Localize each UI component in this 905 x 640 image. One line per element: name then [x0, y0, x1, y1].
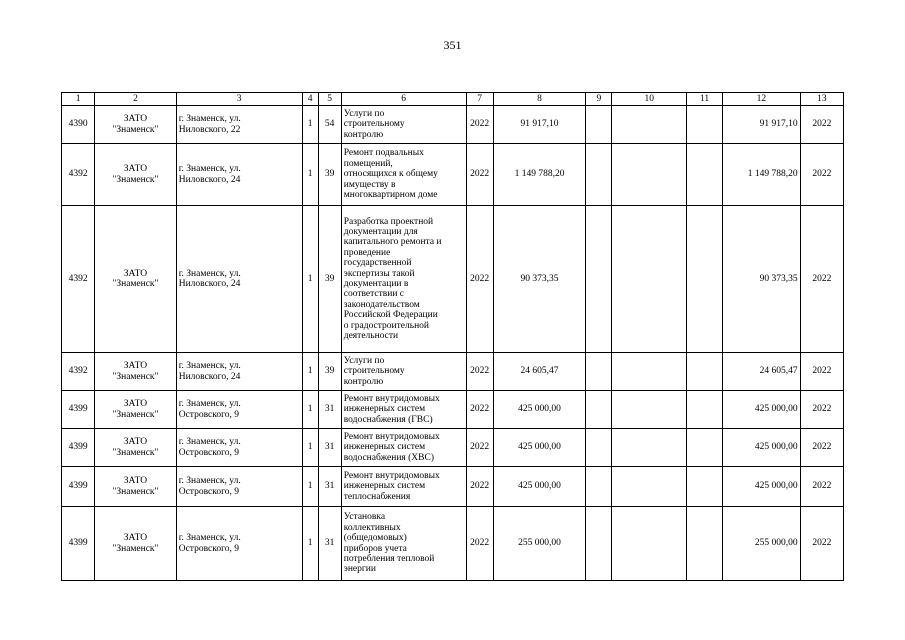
total-amount: 425 000,00 [723, 391, 800, 429]
municipality: ЗАТО "Знаменск" [95, 507, 177, 581]
col10-value [612, 507, 686, 581]
municipality: ЗАТО "Знаменск" [95, 106, 177, 144]
table-row [62, 353, 844, 391]
year: 2022 [466, 507, 493, 581]
col5-value: 31 [318, 391, 341, 429]
address: г. Знаменск, ул. Ниловского, 24 [176, 144, 302, 206]
column-header: 12 [723, 93, 800, 106]
address: г. Знаменск, ул. Ниловского, 24 [176, 206, 302, 353]
col11-value [686, 206, 722, 353]
col10-value [612, 144, 686, 206]
amount: 255 000,00 [493, 507, 586, 581]
work-description: Ремонт внутридомовых инженерных систем теплоснабжения [341, 467, 466, 507]
work-description: Услуги по строительному контролю [341, 353, 466, 391]
completion-year: 2022 [800, 467, 843, 507]
completion-year: 2022 [800, 353, 843, 391]
work-description: Разработка проектной документации для капитального ремонта и проведение государственной экспертизы такой документации в соответствии с законодательством Российской Федерации о градостроительной деятельности [341, 206, 466, 353]
column-header: 2 [95, 93, 177, 106]
column-header: 13 [800, 93, 843, 106]
record-number: 4399 [62, 429, 95, 467]
total-amount: 255 000,00 [723, 507, 800, 581]
col11-value [686, 507, 722, 581]
year: 2022 [466, 206, 493, 353]
year: 2022 [466, 429, 493, 467]
total-amount: 1 149 788,20 [723, 144, 800, 206]
column-header: 1 [62, 93, 95, 106]
address: г. Знаменск, ул. Островского, 9 [176, 391, 302, 429]
completion-year: 2022 [800, 144, 843, 206]
column-header: 11 [686, 93, 722, 106]
table-row [62, 467, 844, 507]
col5-value: 31 [318, 429, 341, 467]
col9-value [586, 429, 612, 467]
col10-value [612, 467, 686, 507]
amount: 1 149 788,20 [493, 144, 586, 206]
col5-value: 54 [318, 106, 341, 144]
year: 2022 [466, 467, 493, 507]
record-number: 4392 [62, 206, 95, 353]
column-header: 7 [466, 93, 493, 106]
year: 2022 [466, 353, 493, 391]
col9-value [586, 106, 612, 144]
column-header: 5 [318, 93, 341, 106]
total-amount: 24 605,47 [723, 353, 800, 391]
record-number: 4392 [62, 144, 95, 206]
record-number: 4399 [62, 507, 95, 581]
table-row [62, 507, 844, 581]
amount: 24 605,47 [493, 353, 586, 391]
table-row [62, 144, 844, 206]
address: г. Знаменск, ул. Островского, 9 [176, 429, 302, 467]
col4-value: 1 [302, 467, 318, 507]
col5-value: 39 [318, 206, 341, 353]
total-amount: 91 917,10 [723, 106, 800, 144]
address: г. Знаменск, ул. Островского, 9 [176, 507, 302, 581]
col4-value: 1 [302, 206, 318, 353]
record-number: 4399 [62, 467, 95, 507]
total-amount: 90 373,35 [723, 206, 800, 353]
col11-value [686, 144, 722, 206]
municipality: ЗАТО "Знаменск" [95, 353, 177, 391]
amount: 425 000,00 [493, 391, 586, 429]
amount: 425 000,00 [493, 429, 586, 467]
work-description: Ремонт внутридомовых инженерных систем водоснабжения (ХВС) [341, 429, 466, 467]
total-amount: 425 000,00 [723, 429, 800, 467]
address: г. Знаменск, ул. Ниловского, 22 [176, 106, 302, 144]
table-row [62, 206, 844, 353]
municipality: ЗАТО "Знаменск" [95, 206, 177, 353]
col5-value: 39 [318, 144, 341, 206]
amount: 90 373,35 [493, 206, 586, 353]
column-header: 3 [176, 93, 302, 106]
address: г. Знаменск, ул. Ниловского, 24 [176, 353, 302, 391]
col9-value [586, 353, 612, 391]
col5-value: 39 [318, 353, 341, 391]
col4-value: 1 [302, 391, 318, 429]
municipality: ЗАТО "Знаменск" [95, 144, 177, 206]
col11-value [686, 353, 722, 391]
table-row [62, 106, 844, 144]
completion-year: 2022 [800, 507, 843, 581]
col11-value [686, 106, 722, 144]
completion-year: 2022 [800, 429, 843, 467]
header-row [62, 93, 844, 106]
col11-value [686, 429, 722, 467]
work-description: Услуги по строительному контролю [341, 106, 466, 144]
col9-value [586, 507, 612, 581]
column-header: 8 [493, 93, 586, 106]
col10-value [612, 429, 686, 467]
amount: 91 917,10 [493, 106, 586, 144]
column-header: 9 [586, 93, 612, 106]
column-header: 4 [302, 93, 318, 106]
column-header: 6 [341, 93, 466, 106]
record-number: 4390 [62, 106, 95, 144]
col11-value [686, 467, 722, 507]
data-table [61, 92, 844, 581]
amount: 425 000,00 [493, 467, 586, 507]
record-number: 4392 [62, 353, 95, 391]
column-header: 10 [612, 93, 686, 106]
col10-value [612, 206, 686, 353]
total-amount: 425 000,00 [723, 467, 800, 507]
col9-value [586, 391, 612, 429]
year: 2022 [466, 144, 493, 206]
col4-value: 1 [302, 353, 318, 391]
municipality: ЗАТО "Знаменск" [95, 391, 177, 429]
col4-value: 1 [302, 106, 318, 144]
col10-value [612, 353, 686, 391]
municipality: ЗАТО "Знаменск" [95, 467, 177, 507]
completion-year: 2022 [800, 106, 843, 144]
work-description: Ремонт внутридомовых инженерных систем водоснабжения (ГВС) [341, 391, 466, 429]
col9-value [586, 206, 612, 353]
year: 2022 [466, 106, 493, 144]
col10-value [612, 106, 686, 144]
col5-value: 31 [318, 467, 341, 507]
table-row [62, 429, 844, 467]
municipality: ЗАТО "Знаменск" [95, 429, 177, 467]
completion-year: 2022 [800, 206, 843, 353]
work-description: Установка коллективных (общедомовых) приборов учета потребления тепловой энергии [341, 507, 466, 581]
col9-value [586, 144, 612, 206]
record-number: 4399 [62, 391, 95, 429]
col4-value: 1 [302, 507, 318, 581]
col4-value: 1 [302, 144, 318, 206]
address: г. Знаменск, ул. Островского, 9 [176, 467, 302, 507]
col9-value [586, 467, 612, 507]
table-row [62, 391, 844, 429]
col4-value: 1 [302, 429, 318, 467]
completion-year: 2022 [800, 391, 843, 429]
work-description: Ремонт подвальных помещений, относящихся к общему имуществу в многоквартирном доме [341, 144, 466, 206]
col10-value [612, 391, 686, 429]
year: 2022 [466, 391, 493, 429]
page-number: 351 [443, 38, 462, 52]
col5-value: 31 [318, 507, 341, 581]
col11-value [686, 391, 722, 429]
